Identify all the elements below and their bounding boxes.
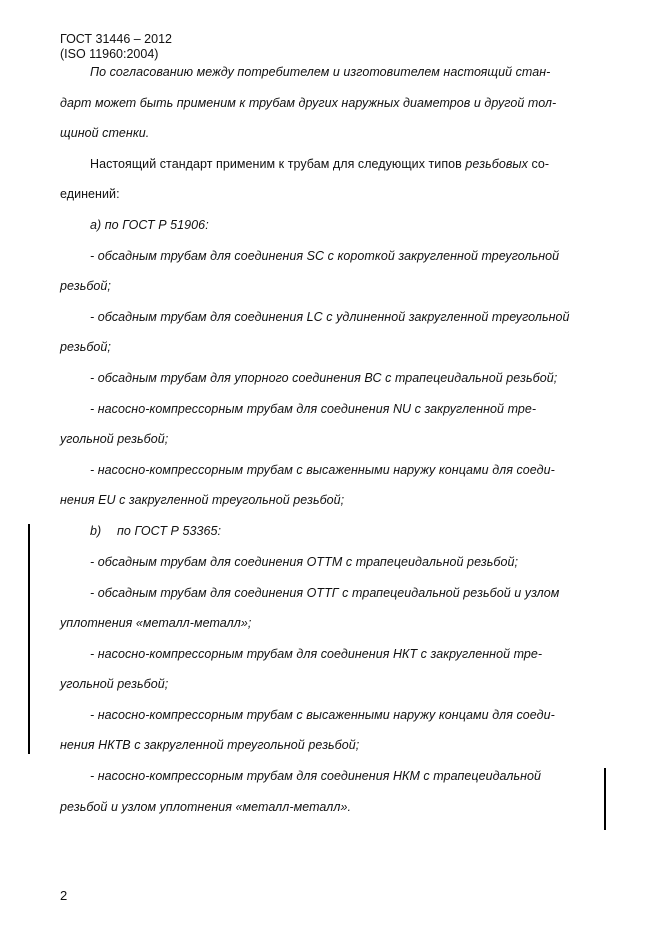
paragraph-line: По согласованию между потребителем и изготовителем настоящий стан- — [90, 65, 551, 79]
change-bar-left — [28, 524, 30, 754]
list-item-line: - обсадным трубам для соединения ОТТМ с трапецеидальной резьбой; — [90, 555, 519, 569]
list-item-line: - насосно-компрессорным трубам с высаженными наружу концами для соеди- — [90, 463, 555, 477]
list-item-line: угольной резьбой; — [60, 677, 169, 691]
list-item-line: нения НКТВ с закругленной треугольной резьбой; — [60, 738, 360, 752]
list-item-line: резьбой и узлом уплотнения «металл-металл». — [60, 800, 351, 814]
paragraph-line — [90, 156, 549, 172]
text-run: со- — [527, 157, 550, 171]
page-number: 2 — [60, 888, 68, 903]
list-heading-b: по ГОСТ Р 53365: — [117, 524, 221, 538]
list-item-line: резьбой; — [60, 279, 111, 293]
list-item-line: уплотнения «металл-металл»; — [60, 616, 252, 630]
list-item-line: нения EU с закругленной треугольной резьбой; — [60, 493, 345, 507]
paragraph-line: щиной стенки. — [60, 126, 150, 140]
list-item-line: - обсадным трубам для соединения SC с короткой закругленной треугольной — [90, 249, 560, 263]
list-item-line: - насосно-компрессорным трубам для соединения НКТ с закругленной тре- — [90, 647, 543, 661]
text-run-italic: резьбовых — [465, 157, 528, 171]
list-heading-a: а) по ГОСТ Р 51906: — [90, 218, 209, 232]
iso-designation: (ISO 11960:2004) — [60, 47, 159, 61]
list-item-line: резьбой; — [60, 340, 111, 354]
list-item-line: - насосно-компрессорным трубам с высаженными наружу концами для соеди- — [90, 708, 555, 722]
list-item-line: - обсадным трубам для соединения ОТТГ с трапецеидальной резьбой и узлом — [90, 586, 560, 600]
paragraph-line: дарт может быть применим к трубам других наружных диаметров и другой тол- — [60, 96, 557, 110]
list-item-line: - насосно-компрессорным трубам для соединения NU с закругленной тре- — [90, 402, 537, 416]
list-item-line: угольной резьбой; — [60, 432, 169, 446]
list-heading-b-label: b) — [90, 524, 102, 538]
list-item-line: - насосно-компрессорным трубам для соединения НКМ с трапецеидальной — [90, 769, 542, 783]
standard-designation: ГОСТ 31446 – 2012 — [60, 32, 172, 46]
list-item-line: - обсадным трубам для упорного соединения ВС с трапецеидальной резьбой; — [90, 371, 558, 385]
list-item-line: - обсадным трубам для соединения LC с удлиненной закругленной треугольной — [90, 310, 570, 324]
change-bar-right — [604, 768, 606, 830]
text-run: Настоящий стандарт применим к трубам для следующих типов — [90, 157, 466, 171]
paragraph-line: единений: — [60, 187, 120, 201]
